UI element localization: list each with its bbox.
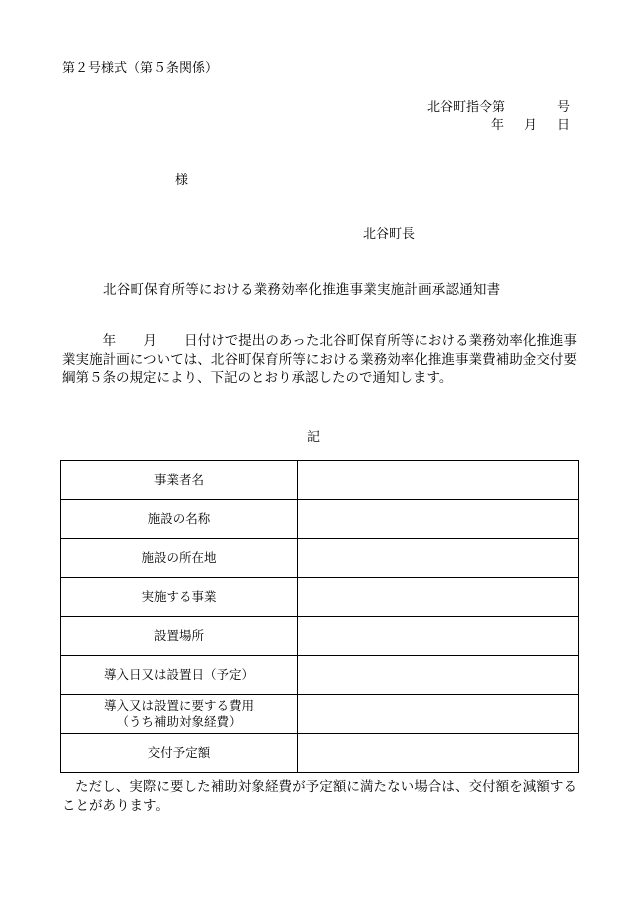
reference-suffix: 号 [556,100,570,115]
table-row [61,734,579,773]
reference-prefix: 北谷町指令第 [426,100,505,115]
row-label-installation-date: 導入日又は設置日（予定） [61,656,298,695]
row-value-installation-date [298,656,579,695]
row-label-installation-location: 設置場所 [61,617,298,656]
note-paragraph: ただし、実際に要した補助対象経費が予定額に満たない場合は、交付額を減額することがあります。 [62,779,577,814]
detail-table [60,460,579,773]
date-month: 月 [523,118,537,133]
row-label-business-operator: 事業者名 [61,461,298,500]
form-number: 第２号様式（第５条関係） [62,61,219,76]
row-label-installation-cost [61,695,298,734]
row-label-installation-cost-line2: （うち補助対象経費） [116,714,242,729]
row-label-facility-name: 施設の名称 [61,500,298,539]
document-title: 北谷町保育所等における業務効率化推進事業実施計画承認通知書 [103,282,501,298]
row-value-planned-grant [298,734,579,773]
row-label-project: 実施する事業 [61,578,298,617]
row-value-installation-cost [298,695,579,734]
issue-date [491,114,570,133]
ki-heading: 記 [307,430,321,445]
table-row [61,617,579,656]
reference-number [427,96,570,115]
row-label-facility-address: 施設の所在地 [61,539,298,578]
row-value-business-operator [298,461,579,500]
table-row [61,695,579,734]
table-row [61,539,579,578]
addressee-honorific: 様 [175,173,189,188]
body-paragraph: 年 月 日付けで提出のあった北谷町保育所等における業務効率化推進事業実施計画については、北谷町保育所等における業務効率化推進事業費補助金交付要綱第５条の規定により、下記のとおり承認したので通知します。 [62,333,577,386]
table-row [61,461,579,500]
sender-name: 北谷町長 [363,227,416,242]
table-row [61,500,579,539]
date-day: 日 [556,118,570,133]
row-value-facility-name [298,500,579,539]
row-value-project [298,578,579,617]
row-value-facility-address [298,539,579,578]
table-row [61,578,579,617]
row-label-planned-grant: 交付予定額 [61,734,298,773]
date-year: 年 [490,118,504,133]
row-label-installation-cost-line1: 導入又は設置に要する費用 [103,698,254,713]
row-value-installation-location [298,617,579,656]
table-row [61,656,579,695]
